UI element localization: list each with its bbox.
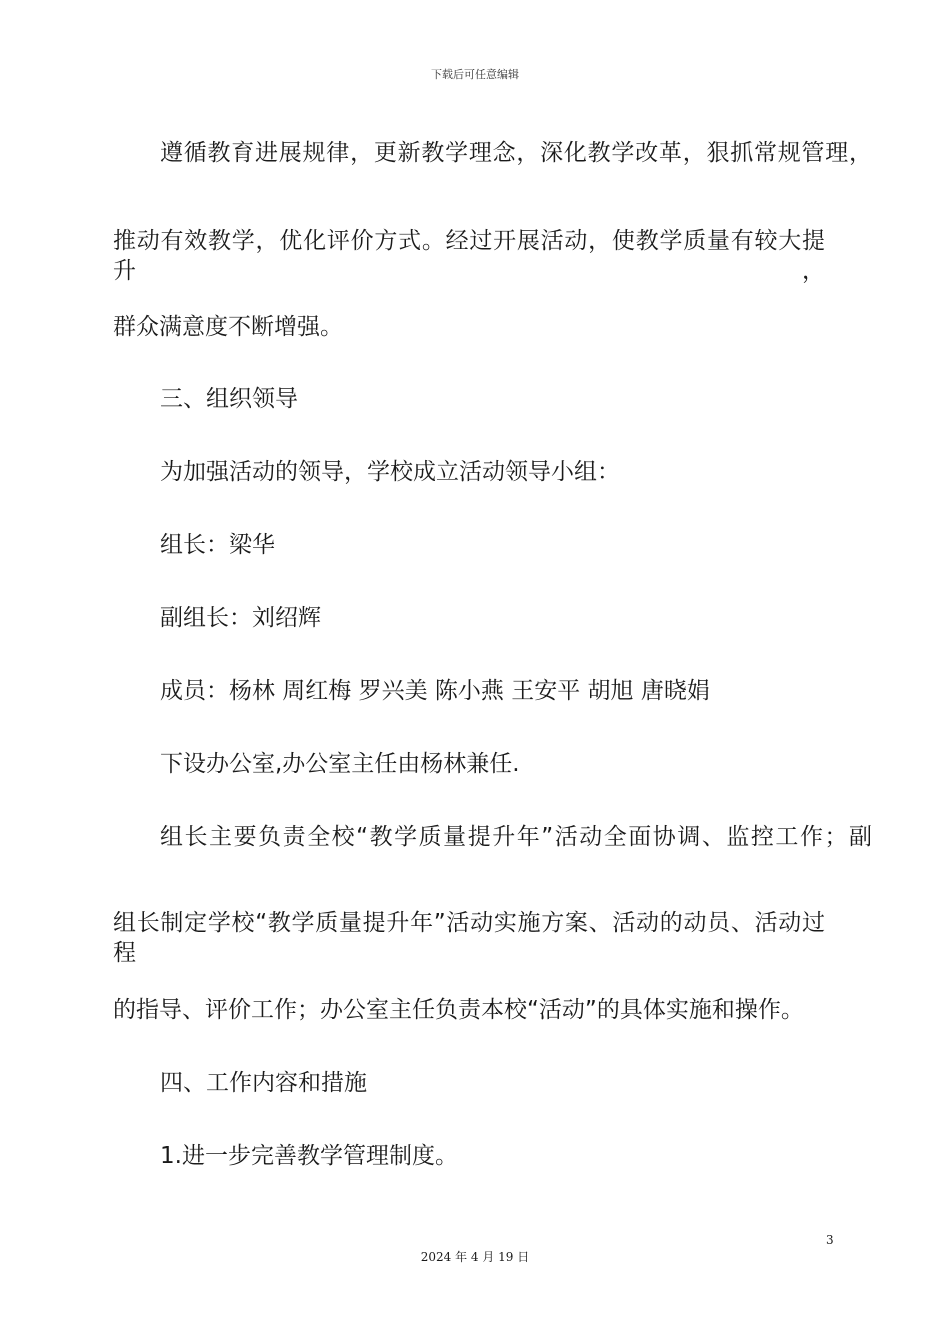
page-footer-date: 2024 年 4 月 19 日 <box>420 1250 530 1264</box>
list-item: 1.进一步完善教学管理制度。 <box>160 1143 458 1169</box>
paragraph-line: 遵循教育进展规律，更新教学理念，深化教学改革，狠抓常规管理， <box>160 140 872 166</box>
paragraph-line: 的指导、评价工作；办公室主任负责本校“活动”的具体实施和操作。 <box>113 997 804 1023</box>
office-line: 下设办公室,办公室主任由杨林兼任. <box>160 751 520 777</box>
members-line: 成员：杨林 周红梅 罗兴美 陈小燕 王安平 胡旭 唐晓娟 <box>160 678 710 704</box>
page-number: 3 <box>826 1233 834 1247</box>
page-header: 下载后可任意编辑 <box>431 68 519 81</box>
section-heading: 三、组织领导 <box>160 386 298 412</box>
paragraph-line: 为加强活动的领导，学校成立活动领导小组： <box>160 459 620 485</box>
paragraph-line: 组长制定学校“教学质量提升年”活动实施方案、活动的动员、活动过程 <box>113 910 825 966</box>
leader-line: 组长：梁华 <box>160 532 275 558</box>
paragraph-line: 推动有效教学，优化评价方式。经过开展活动，使教学质量有较大提升， <box>113 228 825 284</box>
deputy-leader-line: 副组长：刘绍辉 <box>160 605 321 631</box>
paragraph-line: 群众满意度不断增强。 <box>113 314 343 340</box>
paragraph-line: 组长主要负责全校“教学质量提升年”活动全面协调、监控工作；副 <box>160 824 872 850</box>
section-heading: 四、工作内容和措施 <box>160 1070 367 1096</box>
